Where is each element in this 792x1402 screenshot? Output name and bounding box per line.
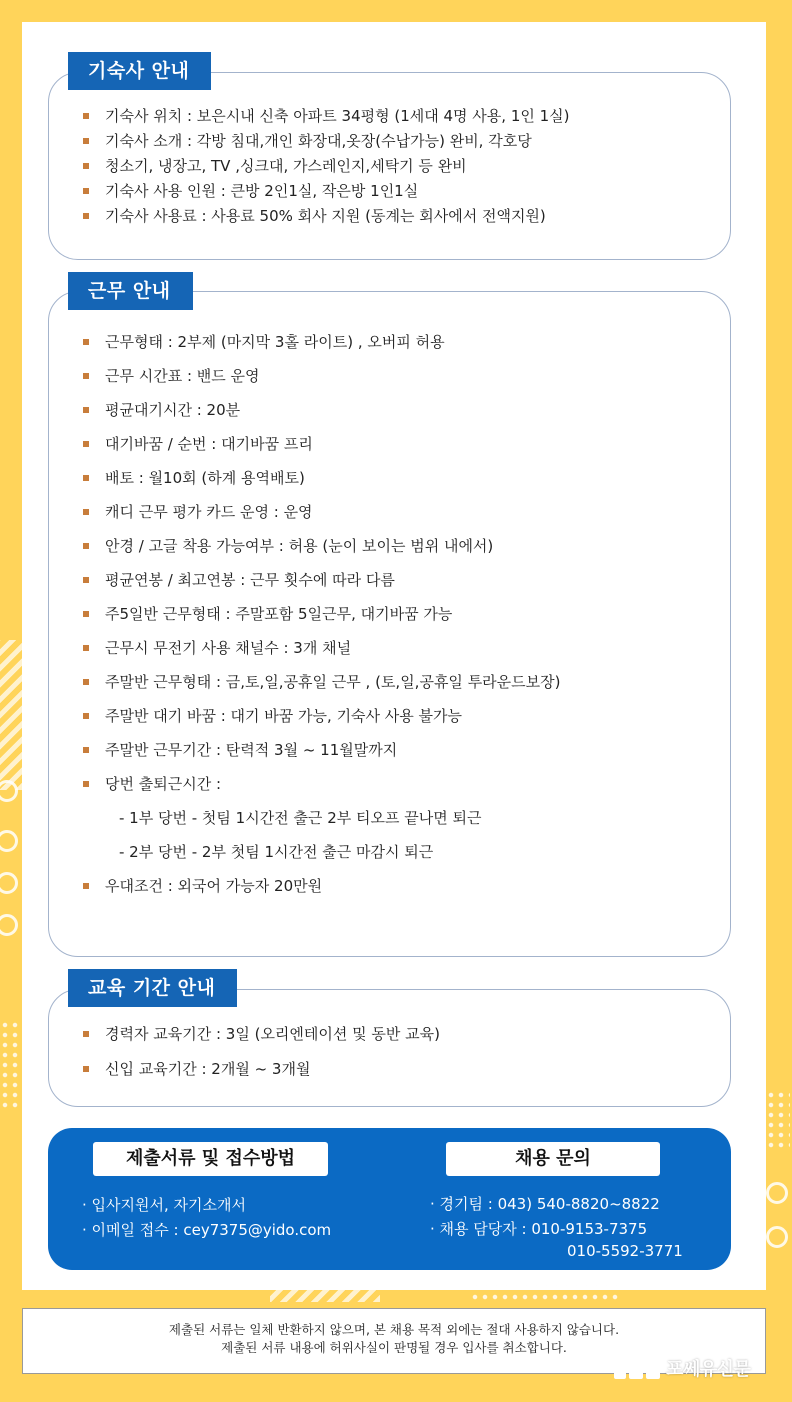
square-bullet-icon — [83, 373, 89, 379]
submission-email[interactable]: · 이메일 접수 : cey7375@yido.com — [82, 1221, 332, 1239]
watermark-logo — [614, 1355, 750, 1381]
square-bullet-icon — [83, 509, 89, 515]
submission-title: 제출서류 및 접수방법 — [93, 1142, 328, 1176]
list-sub-item: - 2부 당번 - 2부 첫팀 1시간전 출근 마감시 퇴근 — [119, 843, 434, 861]
square-bullet-icon — [83, 407, 89, 413]
square-bullet-icon — [83, 781, 89, 787]
square-bullet-icon — [83, 1066, 89, 1072]
square-bullet-icon — [83, 713, 89, 719]
list-item: 평균연봉 / 최고연봉 : 근무 횟수에 따라 다름 — [83, 570, 395, 590]
list-item: 근무형태 : 2부제 (마지막 3홀 라이트) , 오버피 허용 — [83, 332, 445, 352]
list-item: 배토 : 월10회 (하계 용역배토) — [83, 468, 305, 488]
list-item: 기숙사 사용료 : 사용료 50% 회사 지원 (동계는 회사에서 전액지원) — [83, 206, 546, 226]
list-item: 주말반 근무기간 : 탄력적 3월 ~ 11월말까지 — [83, 740, 397, 760]
stripe-decoration — [0, 640, 22, 790]
square-bullet-icon — [83, 747, 89, 753]
watermark-text: 포쎄유신문 — [666, 1359, 751, 1380]
ring-decoration — [766, 1226, 788, 1248]
list-item: 주말반 근무형태 : 금,토,일,공휴일 근무 , (토,일,공휴일 투라운드보장) — [83, 672, 561, 692]
square-bullet-icon — [83, 138, 89, 144]
list-item: 주5일반 근무형태 : 주말포함 5일근무, 대기바꿈 가능 — [83, 604, 452, 624]
inquiry-title: 채용 문의 — [446, 1142, 660, 1176]
inquiry-manager-phone: · 채용 담당자 : 010-9153-7375 — [430, 1220, 648, 1238]
notice-line-1: 제출된 서류는 일체 반환하지 않으며, 본 채용 목적 외에는 절대 사용하지 않습니다. — [168, 1322, 620, 1337]
square-bullet-icon — [83, 441, 89, 447]
list-item: 기숙사 소개 : 각방 침대,개인 화장대,옷장(수납가능) 완비, 각호당 — [83, 131, 532, 151]
work-section-title: 근무 안내 — [68, 272, 193, 310]
dot-decoration — [0, 1020, 20, 1110]
ring-decoration — [0, 830, 18, 852]
list-item: 근무시 무전기 사용 채널수 : 3개 채널 — [83, 638, 351, 658]
dorm-section-title: 기숙사 안내 — [68, 52, 211, 90]
square-bullet-icon — [83, 679, 89, 685]
square-bullet-icon — [83, 113, 89, 119]
list-item: 기숙사 위치 : 보은시내 신축 아파트 34평형 (1세대 4명 사용, 1인 1실) — [83, 106, 570, 126]
list-item: 청소기, 냉장고, TV ,싱크대, 가스레인지,세탁기 등 완비 — [83, 156, 467, 176]
square-bullet-icon — [83, 163, 89, 169]
list-item: 신입 교육기간 : 2개월 ~ 3개월 — [83, 1059, 310, 1079]
stripe-decoration — [270, 1290, 380, 1302]
list-item: 주말반 대기 바꿈 : 대기 바꿈 가능, 기숙사 사용 불가능 — [83, 706, 462, 726]
ring-decoration — [766, 1182, 788, 1204]
list-item: 우대조건 : 외국어 가능자 20만원 — [83, 876, 322, 896]
list-item: 당번 출퇴근시간 : — [83, 774, 221, 794]
square-bullet-icon — [83, 213, 89, 219]
square-bullet-icon — [83, 611, 89, 617]
square-bullet-icon — [83, 188, 89, 194]
list-item: 안경 / 고글 착용 가능여부 : 허용 (눈이 보이는 범위 내에서) — [83, 536, 493, 556]
training-section-title: 교육 기간 안내 — [68, 969, 237, 1007]
logo-mark-icon — [614, 1357, 660, 1379]
ring-decoration — [0, 872, 18, 894]
inquiry-manager-phone-2: 010-5592-3771 — [567, 1242, 683, 1260]
notice-line-2: 제출된 서류 내용에 허위사실이 판명될 경우 입사를 취소합니다. — [221, 1340, 567, 1355]
list-item: 캐디 근무 평가 카드 운영 : 운영 — [83, 502, 313, 522]
square-bullet-icon — [83, 883, 89, 889]
application-info-box — [48, 1128, 731, 1270]
list-sub-item: - 1부 당번 - 첫팀 1시간전 출근 2부 티오프 끝나면 퇴근 — [119, 809, 482, 827]
ring-decoration — [0, 914, 18, 936]
ring-decoration — [0, 780, 18, 802]
dot-decoration — [766, 1090, 790, 1150]
square-bullet-icon — [83, 475, 89, 481]
square-bullet-icon — [83, 543, 89, 549]
list-item: 기숙사 사용 인원 : 큰방 2인1실, 작은방 1인1실 — [83, 181, 418, 201]
square-bullet-icon — [83, 577, 89, 583]
square-bullet-icon — [83, 339, 89, 345]
inquiry-phone: · 경기팀 : 043) 540-8820~8822 — [430, 1195, 660, 1213]
square-bullet-icon — [83, 1031, 89, 1037]
list-item: 경력자 교육기간 : 3일 (오리엔테이션 및 동반 교육) — [83, 1024, 440, 1044]
list-item: 근무 시간표 : 밴드 운영 — [83, 366, 260, 386]
submission-docs: · 입사지원서, 자기소개서 — [82, 1196, 246, 1214]
list-item: 대기바꿈 / 순번 : 대기바꿈 프리 — [83, 434, 313, 454]
square-bullet-icon — [83, 645, 89, 651]
list-item: 평균대기시간 : 20분 — [83, 400, 240, 420]
